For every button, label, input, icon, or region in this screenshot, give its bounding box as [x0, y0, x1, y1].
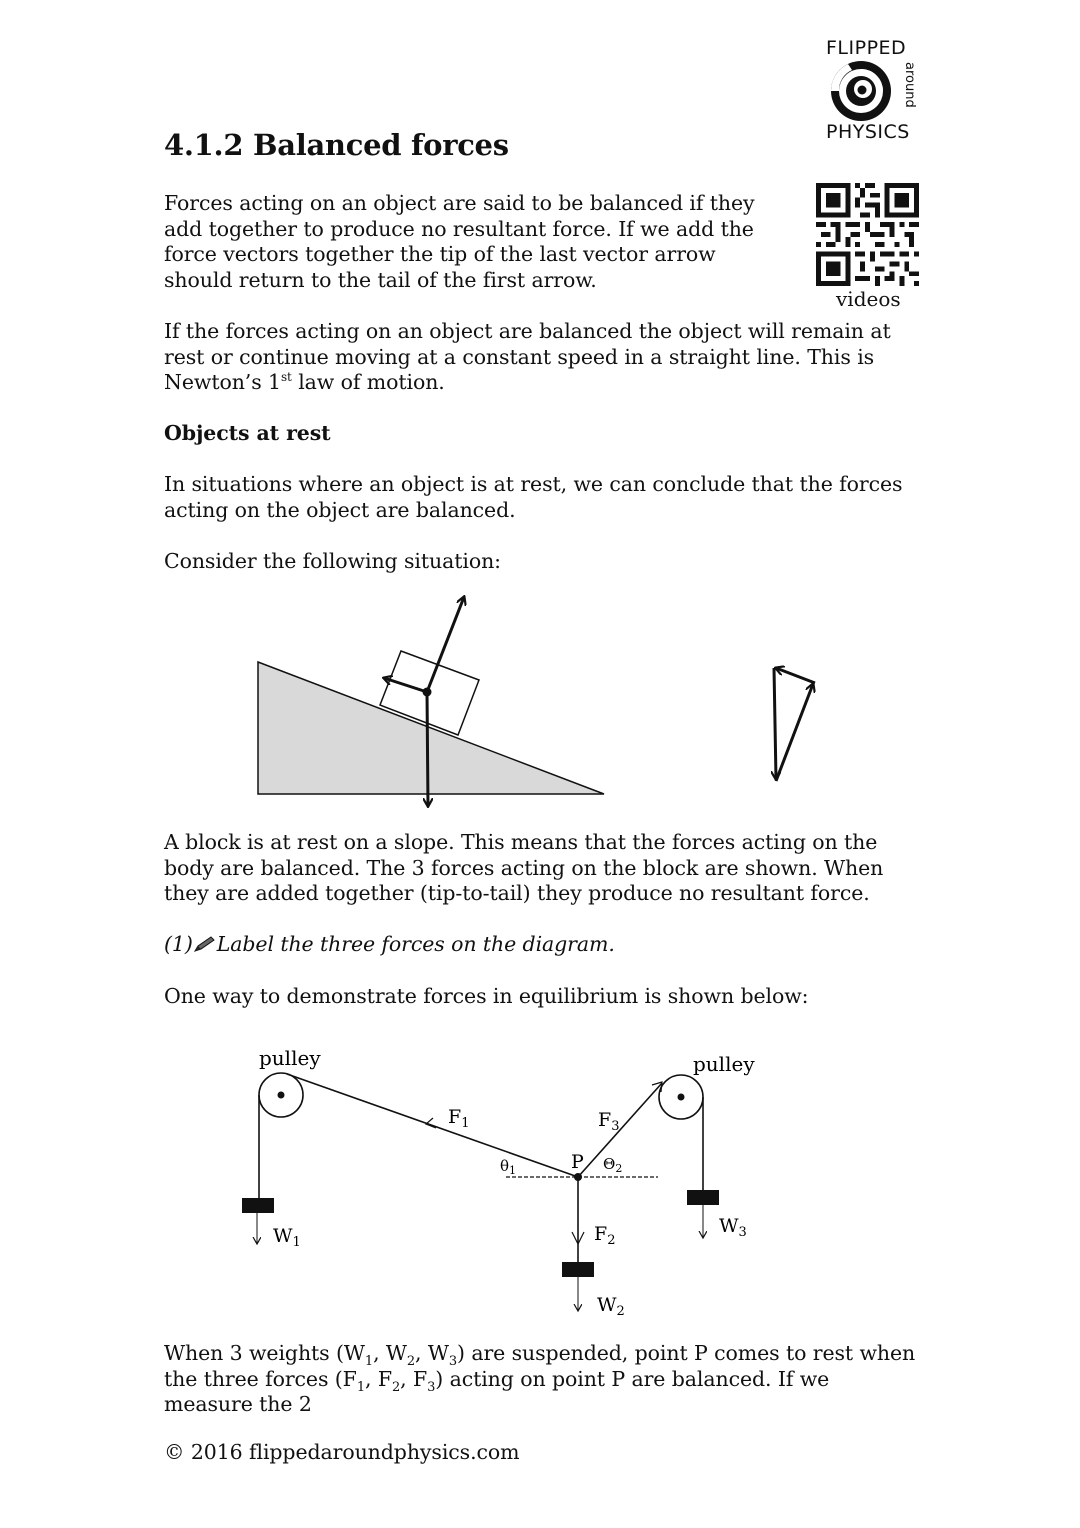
newton-text-end: law of motion. [291, 370, 445, 394]
label-w2: $W_2$ [597, 1294, 625, 1319]
qr-caption: videos [836, 287, 901, 311]
label-p: P [571, 1151, 584, 1173]
logo-text-physics: PHYSICS [826, 121, 910, 143]
ordinal-suffix: st [281, 370, 292, 385]
section-subheading: Objects at rest [164, 421, 331, 445]
consider-paragraph: Consider the following situation: [164, 549, 501, 573]
label-w1: $W_1$ [273, 1225, 301, 1250]
logo-text-around: around [902, 62, 917, 108]
point-p [574, 1173, 582, 1181]
label-pulley-left: pulley [259, 1046, 321, 1070]
vector-triangle-friction [776, 668, 815, 683]
newton-paragraph [164, 319, 924, 396]
vector-triangle-weight [774, 668, 776, 779]
footer-copyright: © 2016 flippedaroundphysics.com [164, 1440, 520, 1464]
force-origin-point [423, 688, 432, 697]
intro-paragraph: Forces acting on an object are said to be balanced if they add together to produce no resultant force. If we add the force vectors together the tip of the last vector arrow should return to the tail of the first arrow. [164, 191, 755, 292]
rest-paragraph: In situations where an object is at rest, we can conclude that the forces acting on the object are balanced. [164, 472, 903, 522]
label-f2: $F_2$ [594, 1223, 616, 1248]
label-f1: $F_1$ [448, 1106, 470, 1131]
equilibrium-paragraph: One way to demonstrate forces in equilibrium is shown below: [164, 984, 809, 1008]
page-title: 4.1.2 Balanced forces [164, 128, 509, 162]
spiral-logo-icon [828, 58, 894, 124]
weight-middle [562, 1262, 594, 1277]
weight-force-arrow [427, 692, 428, 806]
block-paragraph: A block is at rest on a slope. This means that the forces acting on the body are balanced. The 3 forces acting on the block are shown. When they are added together (tip-to-tail) they produce no resultant force. [164, 830, 884, 905]
label-w3: $W_3$ [719, 1215, 747, 1240]
qr-code-icon[interactable] [816, 183, 919, 286]
label-pulley-right: pulley [693, 1052, 755, 1076]
task-text: Label the three forces on the diagram. [216, 932, 615, 956]
pulley-diagram [230, 1040, 790, 1325]
task-number: (1) [164, 932, 193, 956]
weight-right [687, 1190, 719, 1205]
slope-diagram [240, 585, 860, 815]
pencil-icon [193, 935, 217, 953]
label-theta2: $\Theta_2$ [603, 1155, 623, 1175]
newton-text: If the forces acting on an object are balanced the object will remain at rest or continue moving at a constant speed in a straight line. This is Newton’s 1 [164, 319, 891, 394]
logo-text-flipped: FLIPPED [826, 37, 907, 59]
label-theta1: $\theta_1$ [500, 1157, 517, 1177]
weights-paragraph: When 3 weights ($W_1$, $W_2$, $W_3$) are suspended, point P comes to rest when the three forces ($F_1$, $F_2$, $F_3$) acting on point P are balanced. If we measure the 2 [164, 1341, 916, 1416]
string-left [287, 1074, 578, 1177]
label-f3: $F_3$ [598, 1109, 620, 1134]
vector-triangle-normal [776, 684, 813, 781]
task-line [164, 932, 924, 958]
weight-left [242, 1198, 274, 1213]
